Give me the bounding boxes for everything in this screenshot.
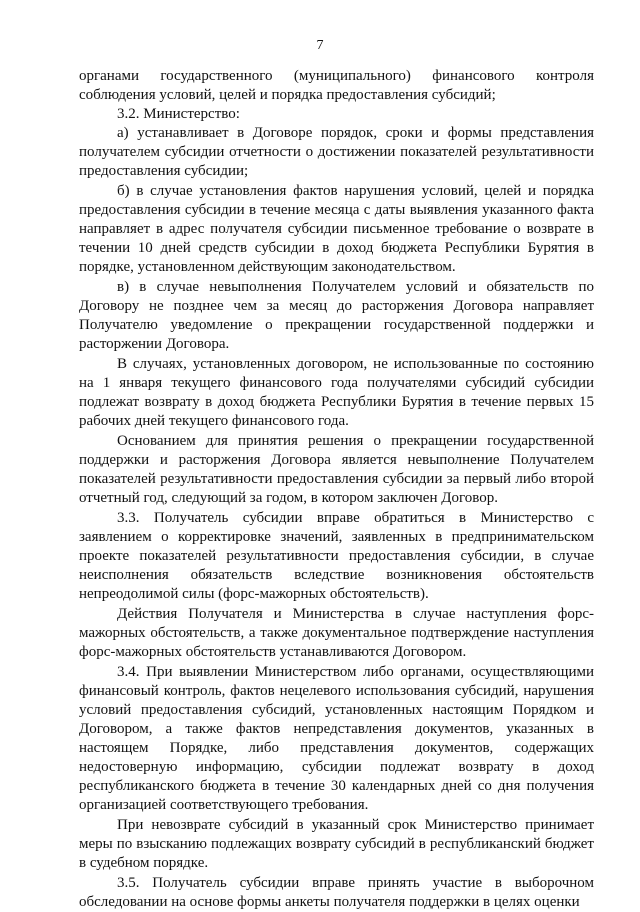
paragraph-3-2-v: в) в случае невыполнения Получателем условий и обязательств по Договору не позднее чем за месяц до расторжения Договора направляет Получателю уведомление о прекращении государственной поддержки и расторжении Договора. (79, 279, 594, 352)
paragraph-recovery: При невозврате субсидий в указанный срок Министерство принимает меры по взысканию подлежащих возврату субсидий в республиканский бюджет в судебном порядке. (79, 817, 594, 871)
paragraph-3-4: 3.4. При выявлении Министерством либо органами, осуществляющими финансовый контроль, фактов нецелевого использования субсидий, нарушения условий предоставления субсидий, установленных настоящим Порядком и Договором, а также фактов непредставления документов, указанных в настоящем Порядке, либо представления документов, содержащих недостоверную информацию, субсидии подлежат возврату в доход республиканского бюджета в течение 30 календарных дней со дня получения организацией соответствующего требования. (79, 664, 594, 813)
paragraph-continuation: органами государственного (муниципального) финансового контроля соблюдения условий, целей и порядка предоставления субсидий; (79, 68, 594, 103)
page-number: 7 (316, 38, 324, 53)
paragraph-3-2-a: а) устанавливает в Договоре порядок, сроки и формы представления получателем субсидии отчетности о достижении показателей результативности предоставления субсидии; (79, 125, 594, 179)
paragraph-termination-grounds: Основанием для принятия решения о прекращении государственной поддержки и расторжения Договора является невыполнение Получателем показателей результативности предоставления субсидии за первый либо второй отчетный год, следующий за годом, в котором заключен Договор. (79, 433, 594, 506)
paragraph-3-3: 3.3. Получатель субсидии вправе обратиться в Министерство с заявлением о корректировке значений, заявленных в предпринимательском проекте показателей результативности предоставления субсидии, в случае неисполнения обязательств вследствие возникновения обстоятельств непреодолимой силы (форс-мажорных обстоятельств). (79, 510, 594, 602)
section-3-2-heading: 3.2. Министерство: (117, 106, 240, 122)
paragraph-force-majeure: Действия Получателя и Министерства в случае наступления форс-мажорных обстоятельств, а также документальное подтверждение наступления форс-мажорных обстоятельств устанавливаются Договором. (79, 606, 594, 660)
paragraph-3-2-b: б) в случае установления фактов нарушения условий, целей и порядка предоставления субсидии в течение месяца с даты выявления указанного факта направляет в адрес получателя субсидии письменное требование о возврате в течении 10 дней средств субсидии в доход бюджета Республики Бурятия в порядке, установленном действующим законодательством. (79, 183, 594, 275)
paragraph-3-5: 3.5. Получатель субсидии вправе принять участие в выборочном обследовании на основе формы анкеты получателя поддержки в целях оценки (79, 875, 594, 910)
paragraph-unused-subsidies: В случаях, установленных договором, не использованные по состоянию на 1 января текущего финансового года получателями субсидий субсидии подлежат возврату в доход бюджета Республики Бурятия в течение первых 15 рабочих дней текущего финансового года. (79, 356, 594, 429)
document-body (79, 67, 594, 912)
